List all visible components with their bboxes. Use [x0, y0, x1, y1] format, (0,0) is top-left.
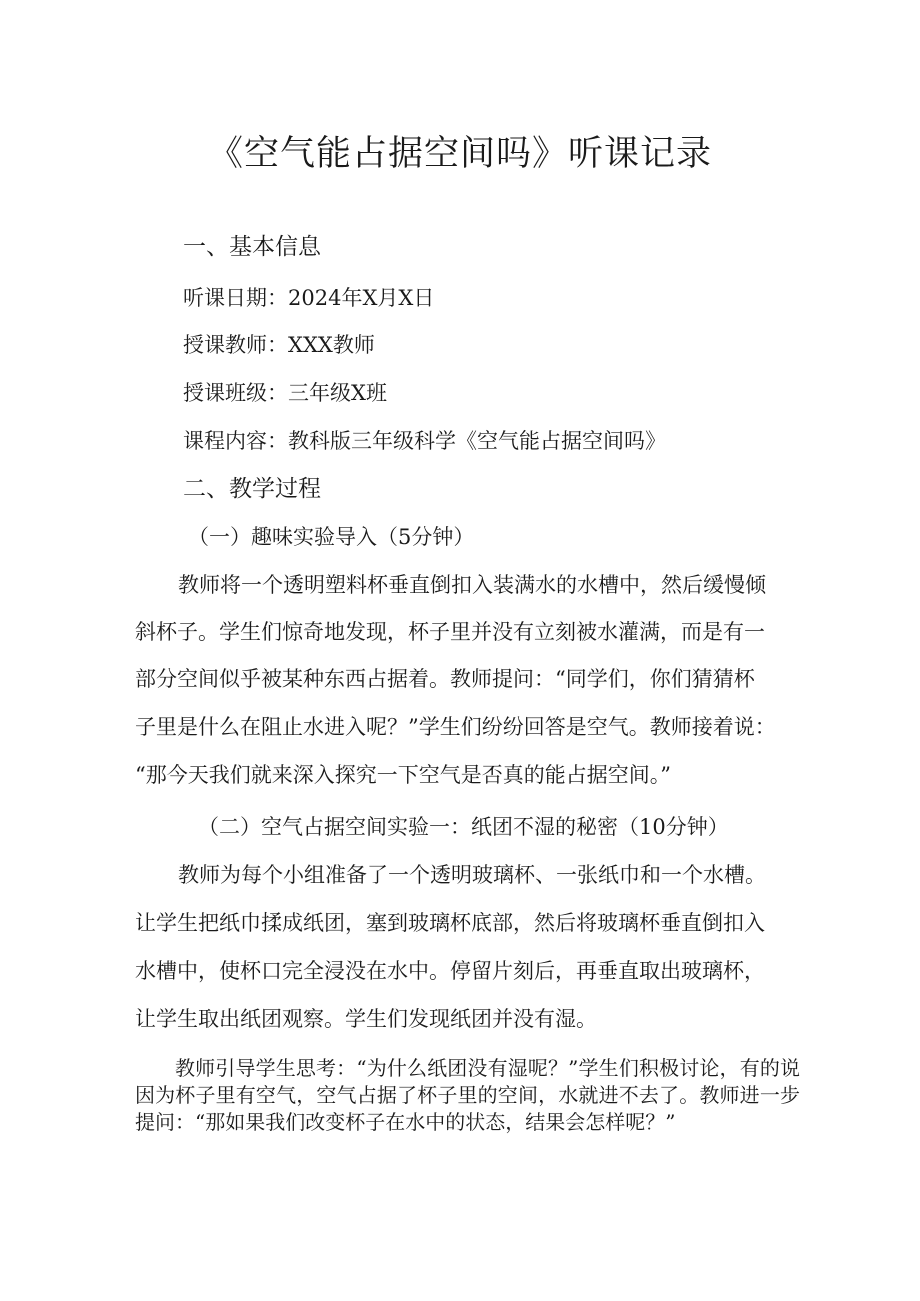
info-date: 听课日期：2024年X月X日 — [183, 286, 435, 310]
section-heading-teaching-process: 二、教学过程 — [183, 476, 321, 502]
section-heading-basic-info: 一、基本信息 — [183, 234, 321, 260]
experiment-line-1: 教师为每个小组准备了一个透明玻璃杯、一张纸巾和一个水槽。 — [178, 863, 766, 887]
document-title: 《空气能占据空间吗》听课记录 — [207, 134, 712, 174]
experiment-line-4: 让学生取出纸团观察。学生们发现纸团并没有湿。 — [135, 1007, 597, 1031]
experiment-line-3: 水槽中，使杯口完全浸没在水中。停留片刻后，再垂直取出玻璃杯， — [135, 959, 765, 983]
intro-line-4: 子里是什么在阻止水进入呢？”学生们纷纷回答是空气。教师接着说： — [135, 715, 776, 739]
subsection-heading-experiment-one: （二）空气占据空间实验一：纸团不湿的秘密（10分钟） — [198, 815, 729, 839]
info-teacher: 授课教师：XXX教师 — [183, 333, 375, 357]
info-class: 授课班级：三年级X班 — [183, 381, 387, 405]
intro-line-3: 部分空间似乎被某种东西占据着。教师提问：“同学们，你们猜猜杯 — [135, 667, 755, 691]
subsection-heading-intro: （一）趣味实验导入（5分钟） — [188, 525, 475, 549]
intro-line-2: 斜杯子。学生们惊奇地发现，杯子里并没有立刻被水灌满，而是有一 — [135, 620, 765, 644]
intro-line-1: 教师将一个透明塑料杯垂直倒扣入装满水的水槽中，然后缓慢倾 — [178, 573, 766, 597]
intro-line-5: “那今天我们就来深入探究一下空气是否真的能占据空间。” — [135, 763, 671, 787]
info-course-content: 课程内容：教科版三年级科学《空气能占据空间吗》 — [183, 429, 666, 453]
experiment-line-2: 让学生把纸巾揉成纸团，塞到玻璃杯底部，然后将玻璃杯垂直倒扣入 — [135, 911, 765, 935]
discussion-paragraph: 教师引导学生思考：“为什么纸团没有湿呢？”学生们积极讨论，有的说因为杯子里有空气，空气占据了杯子里的空间，水就进不去了。教师进一步提问：“那如果我们改变杯子在水中的状态，结果会怎样呢？” — [135, 1056, 800, 1134]
